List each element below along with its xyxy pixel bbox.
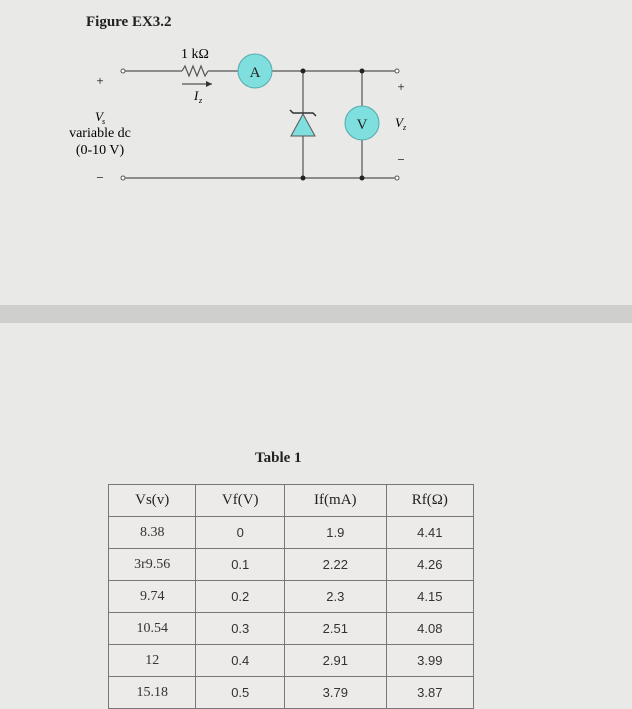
svg-text:+: + — [397, 79, 405, 94]
source-range: (0-10 V) — [75, 143, 125, 158]
table-cell: 0.4 — [196, 645, 285, 677]
svg-text:s: s — [102, 117, 106, 126]
table-row — [109, 549, 474, 581]
resistor-label: 1 kΩ — [181, 47, 209, 62]
header-if: If(mA) — [285, 485, 387, 517]
table-cell: 9.74 — [109, 581, 196, 613]
page-divider — [0, 305, 632, 323]
zener-diode-icon — [290, 110, 316, 136]
table-cell: 15.18 — [109, 677, 196, 709]
table-row — [109, 613, 474, 645]
source-desc: variable dc — [69, 126, 131, 141]
current-label: I — [194, 88, 199, 103]
table-cell: 3.99 — [386, 645, 473, 677]
output-label: V — [395, 115, 403, 130]
resistor — [182, 66, 208, 76]
table-row — [109, 645, 474, 677]
circuit-diagram — [0, 0, 632, 200]
table-cell: 2.51 — [285, 613, 387, 645]
svg-text:−: − — [397, 152, 405, 167]
table-title: Table 1 — [255, 450, 302, 466]
header-rf: Rf(Ω) — [386, 485, 473, 517]
table-cell: 4.41 — [386, 517, 473, 549]
table-cell: 2.3 — [285, 581, 387, 613]
table-header-row — [109, 485, 474, 517]
header-vs: Vs(v) — [109, 485, 196, 517]
table-cell: 0.5 — [196, 677, 285, 709]
table-row — [109, 581, 474, 613]
table-cell: 4.26 — [386, 549, 473, 581]
table-cell: 0.3 — [196, 613, 285, 645]
table-cell: 8.38 — [109, 517, 196, 549]
table-cell: 12 — [109, 645, 196, 677]
svg-text:−: − — [96, 170, 104, 185]
header-vf: Vf(V) — [196, 485, 285, 517]
data-table — [108, 484, 474, 709]
voltmeter-label: V — [356, 117, 368, 133]
figure-title: Figure EX3.2 — [86, 14, 172, 30]
source-label: V — [95, 109, 103, 124]
ammeter-label: A — [249, 65, 261, 81]
table-row — [109, 677, 474, 709]
svg-text:+: + — [96, 73, 104, 88]
table-cell: 0 — [196, 517, 285, 549]
table-cell: 0.2 — [196, 581, 285, 613]
table-cell: 3r9.56 — [109, 549, 196, 581]
table-cell: 4.15 — [386, 581, 473, 613]
table-cell: 0.1 — [196, 549, 285, 581]
table-cell: 2.22 — [285, 549, 387, 581]
table-cell: 2.91 — [285, 645, 387, 677]
table-cell: 10.54 — [109, 613, 196, 645]
table-cell: 1.9 — [285, 517, 387, 549]
svg-text:z: z — [199, 96, 203, 105]
svg-text:z: z — [403, 123, 407, 132]
table-cell: 3.87 — [386, 677, 473, 709]
table-cell: 4.08 — [386, 613, 473, 645]
table-row — [109, 517, 474, 549]
table-cell: 3.79 — [285, 677, 387, 709]
